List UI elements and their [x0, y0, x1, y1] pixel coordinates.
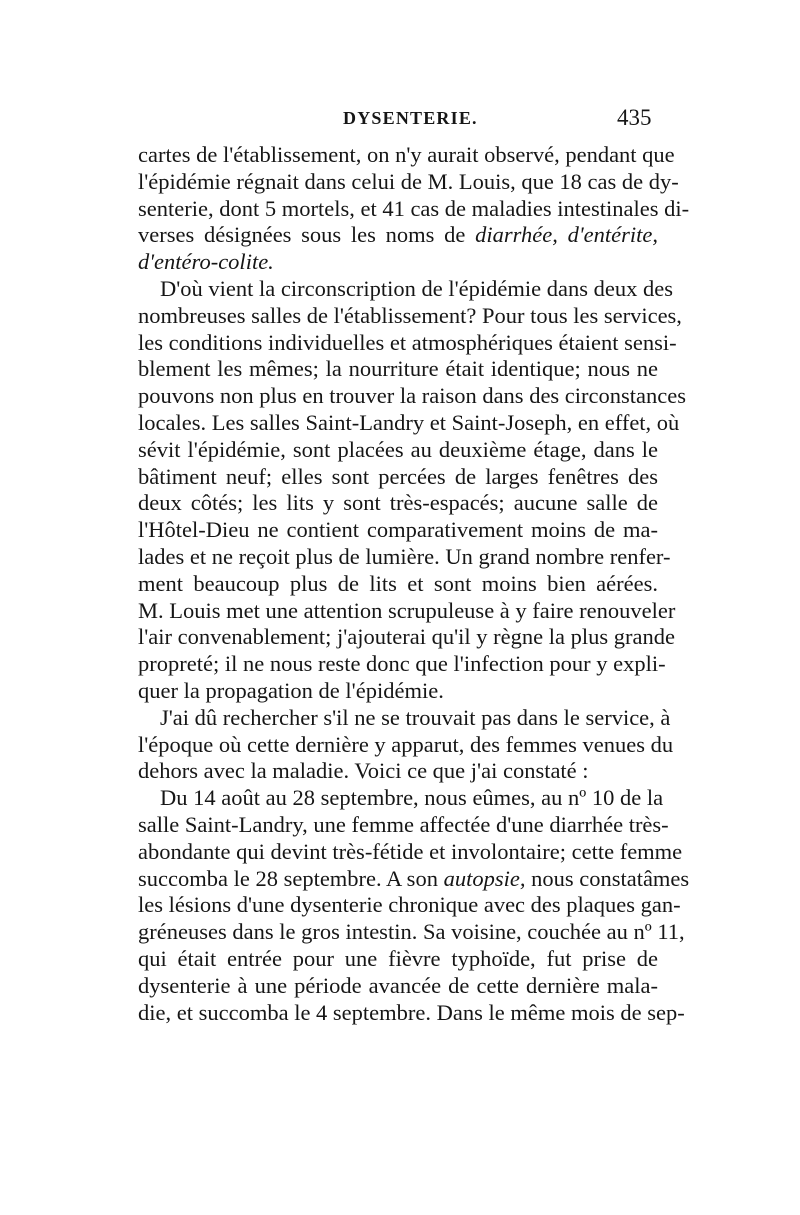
running-head	[0, 105, 800, 138]
text-line: l'épidémie régnait dans celui de M. Louis, que 18 cas de dy-	[138, 168, 679, 194]
text-line: gréneuses dans le gros intestin. Sa voisine, couchée au nº 11,	[138, 919, 685, 945]
text-line: bâtiment neuf; elles sont percées de larges fenêtres des	[138, 463, 658, 489]
text-line: qui était entrée pour une fièvre typhoïde, fut prise de	[138, 945, 658, 971]
running-title: DYSENTERIE.	[343, 108, 478, 128]
paragraph	[138, 275, 686, 705]
text-line: nombreuses salles de l'établissement? Pour tous les services,	[138, 302, 682, 328]
text-line: salle Saint-Landry, une femme affectée d'une diarrhée très-	[138, 811, 669, 837]
text-line: dehors avec la maladie. Voici ce que j'ai constaté :	[138, 758, 589, 784]
text-line: propreté; il ne nous reste donc que l'infection pour y expli-	[138, 651, 666, 677]
text-line: senterie, dont 5 mortels, et 41 cas de maladies intestinales di-	[138, 195, 690, 221]
text-line: sévit l'épidémie, sont placées au deuxième étage, dans le	[138, 436, 658, 462]
text-line: abondante qui devint très-fétide et involontaire; cette femme	[138, 838, 683, 864]
text-line: les lésions d'une dysenterie chronique avec des plaques gan-	[138, 892, 681, 918]
text-line: locales. Les salles Saint-Landry et Saint-Joseph, en effet, où	[138, 409, 680, 435]
text-line: deux côtés; les lits y sont très-espacés; aucune salle de	[138, 490, 658, 516]
text-line: lades et ne reçoit plus de lumière. Un grand nombre renfer-	[138, 543, 671, 569]
text-line: succomba le 28 septembre. A son autopsie, nous constatâmes	[138, 865, 690, 891]
text-line: dysenterie à une période avancée de cette dernière mala-	[138, 972, 658, 998]
text-line: l'air convenablement; j'ajouterai qu'il y règne la plus grande	[138, 624, 675, 650]
page-number: 435	[617, 105, 652, 130]
text-line: d'entéro-colite.	[138, 249, 274, 275]
paragraph	[138, 704, 674, 785]
paragraph	[138, 142, 690, 276]
text-line: l'époque où cette dernière y apparut, des femmes venues du	[138, 731, 674, 757]
body-text	[138, 142, 690, 1026]
paragraph	[138, 785, 690, 1026]
text-line: blement les mêmes; la nourriture était identique; nous ne	[138, 356, 658, 382]
text-line: ment beaucoup plus de lits et sont moins bien aérées.	[138, 570, 658, 596]
text-line: l'Hôtel-Dieu ne contient comparativement moins de ma-	[138, 517, 658, 543]
text-line: pouvons non plus en trouver la raison dans des circonstances	[138, 383, 686, 409]
text-line: D'où vient la circonscription de l'épidémie dans deux des	[160, 275, 673, 301]
text-line: J'ai dû rechercher s'il ne se trouvait pas dans le service, à	[160, 704, 671, 730]
text-line: die, et succomba le 4 septembre. Dans le même mois de sep-	[138, 999, 685, 1025]
text-line: les conditions individuelles et atmosphériques étaient sensi-	[138, 329, 677, 355]
text-line: Du 14 août au 28 septembre, nous eûmes, au nº 10 de la	[160, 785, 664, 811]
text-line: cartes de l'établissement, on n'y aurait observé, pendant que	[138, 142, 675, 167]
text-line: M. Louis met une attention scrupuleuse à y faire renouveler	[138, 597, 676, 623]
text-line: quer la propagation de l'épidémie.	[138, 677, 444, 703]
text-line: verses désignées sous les noms de diarrhée, d'entérite,	[138, 222, 659, 248]
